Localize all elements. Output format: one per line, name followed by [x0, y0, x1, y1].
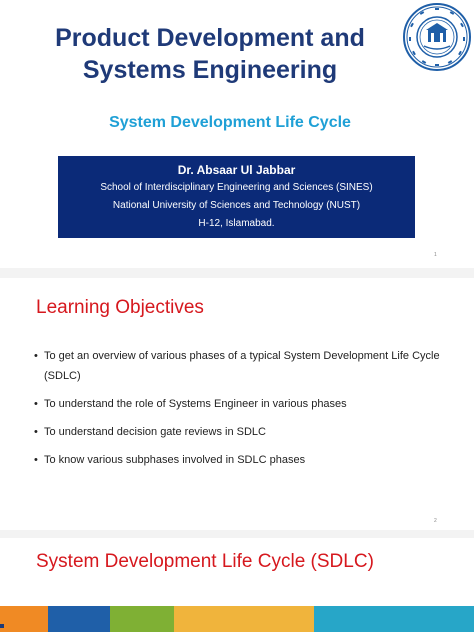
bullet-icon: •	[34, 454, 38, 466]
author-address: H-12, Islamabad.	[198, 218, 275, 229]
bullet-text: To understand the role of Systems Engineer in various phases	[44, 398, 347, 410]
slide-heading: System Development Life Cycle (SDLC)	[36, 551, 374, 572]
slide-number: 1	[434, 252, 437, 258]
slide-number: 2	[434, 518, 437, 524]
slide-separator	[0, 268, 474, 278]
bullet-text: To understand decision gate reviews in SDLC	[44, 426, 266, 438]
color-bar-segment	[110, 606, 174, 632]
list-item	[34, 422, 454, 442]
objectives-list	[34, 346, 454, 478]
university-seal-icon	[402, 2, 472, 72]
bullet-icon: •	[34, 426, 38, 438]
author-info-box	[58, 156, 415, 238]
objectives-slide	[0, 278, 474, 530]
corner-marker	[0, 624, 4, 628]
bullet-text: To get an overview of various phases of a typical System Development Life Cycle (SDLC)	[44, 350, 440, 382]
presentation-subtitle: System Development Life Cycle	[109, 114, 351, 131]
sdlc-slide	[0, 538, 474, 632]
slide-separator	[0, 530, 474, 538]
title-line-2: Systems Engineering	[82, 56, 338, 84]
list-item	[34, 346, 454, 386]
author-university: National University of Sciences and Technology (NUST)	[112, 200, 361, 211]
title-slide	[0, 0, 474, 268]
color-bar-segment	[174, 606, 314, 632]
presentation-title	[20, 22, 400, 86]
bullet-icon: •	[34, 350, 38, 362]
bullet-icon: •	[34, 398, 38, 410]
color-bar-segment	[314, 606, 474, 632]
list-item	[34, 450, 454, 470]
list-item	[34, 394, 454, 414]
slide-heading: Learning Objectives	[36, 297, 204, 318]
color-bar-segment	[0, 606, 48, 632]
author-name: Dr. Absaar Ul Jabbar	[177, 163, 296, 177]
author-school: School of Interdisciplinary Engineering and Sciences (SINES)	[100, 182, 373, 193]
bullet-text: To know various subphases involved in SDLC phases	[44, 454, 306, 466]
color-bar-segment	[48, 606, 110, 632]
decorative-color-bar	[0, 606, 474, 632]
title-line-1: Product Development and	[55, 24, 365, 52]
